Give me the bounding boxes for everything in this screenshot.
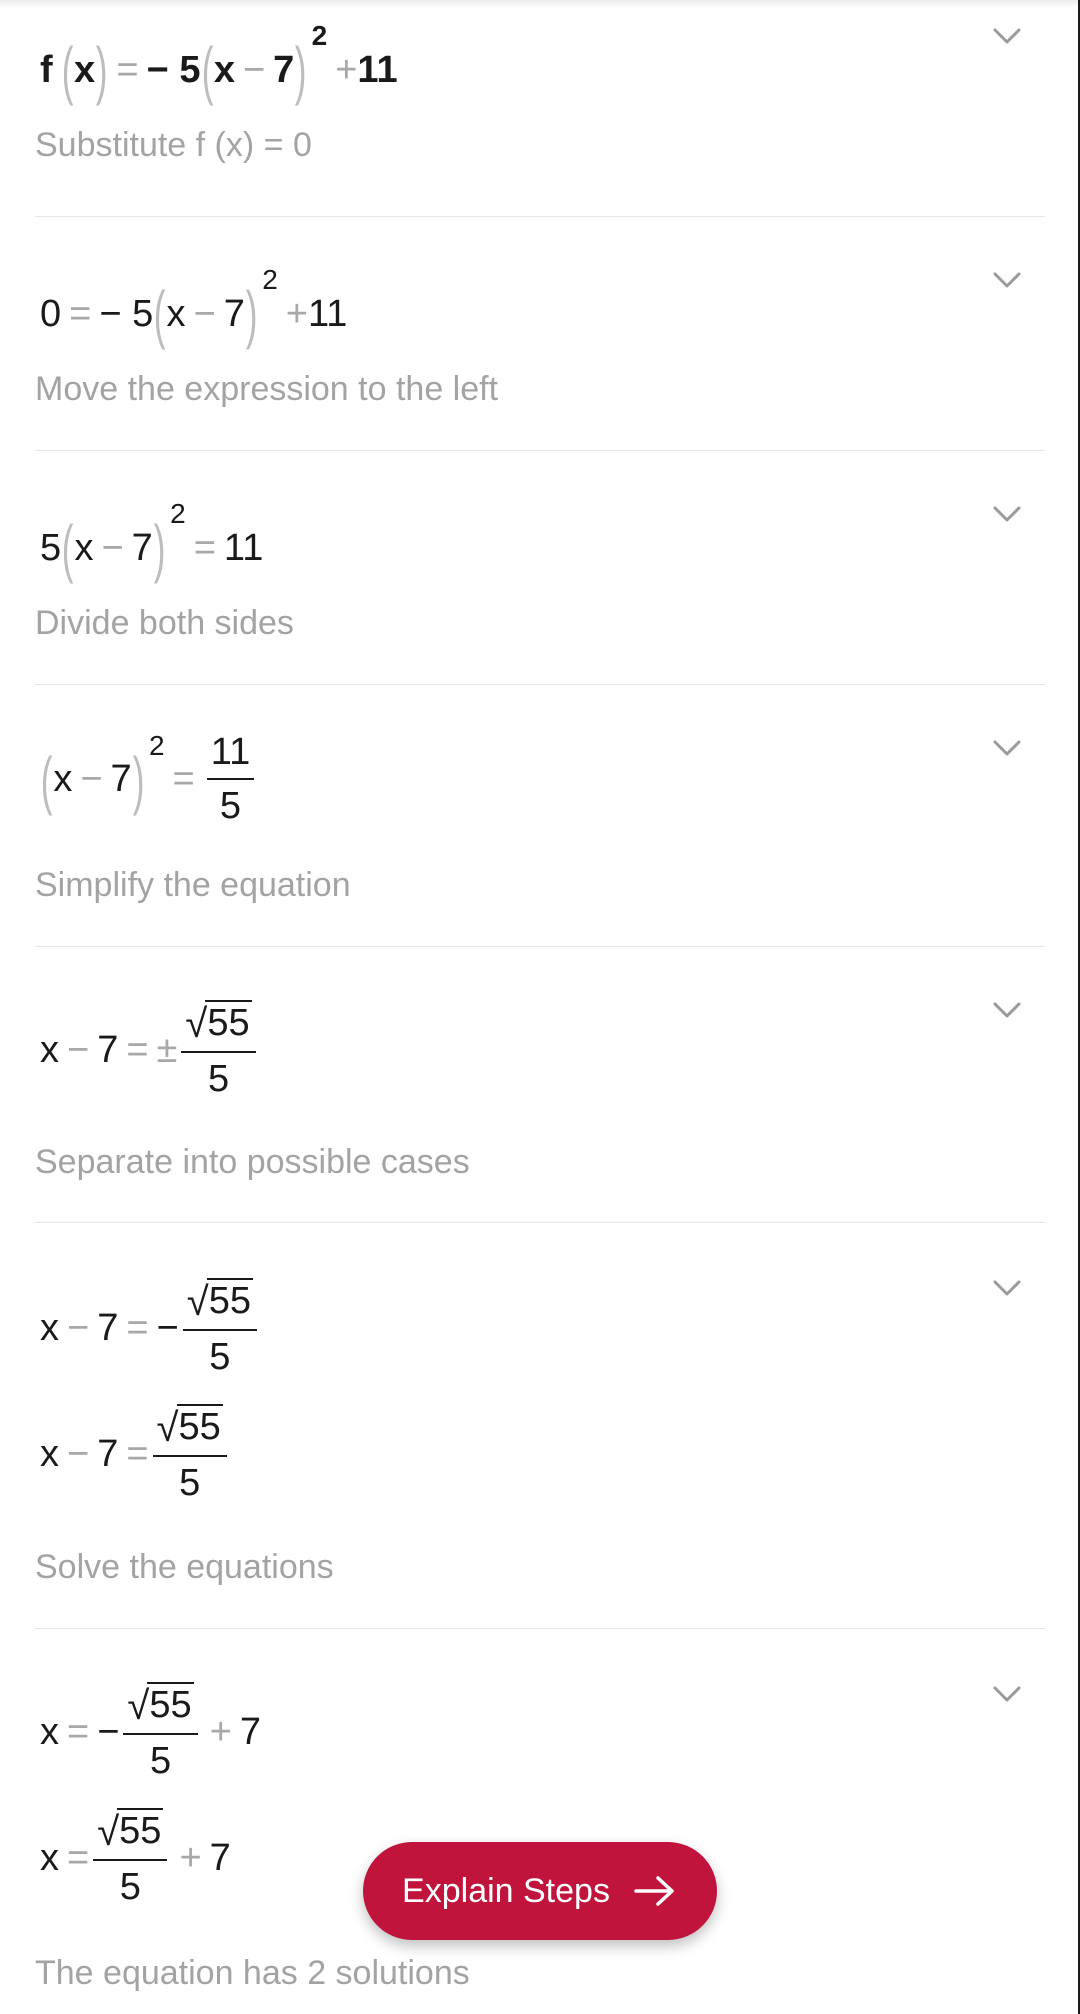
step-5-equation: x − 7 = ± √ 55 5 [40, 1000, 260, 1100]
fraction: √ 55 5 [183, 1278, 257, 1378]
step-6-description: Solve the equations [35, 1548, 334, 1586]
step-6-equation-a: x − 7 = − √ 55 5 [40, 1278, 261, 1378]
step-1-equation: f ( x ) = − 5 ( x − 7 ) 2 + 11 [40, 20, 398, 106]
fraction: √ 55 5 [181, 1000, 255, 1100]
top-shadow [0, 0, 1080, 8]
explain-steps-button[interactable] [363, 1842, 717, 1940]
fraction: $\frac{11}{5}$ [207, 732, 254, 828]
step-5-expand-toggle[interactable] [989, 992, 1025, 1028]
divider [35, 450, 1045, 451]
divider [35, 216, 1045, 217]
divider [35, 684, 1045, 685]
chevron-down-icon [989, 496, 1025, 532]
divider [35, 946, 1045, 947]
step-4-description: Simplify the equation [35, 866, 351, 904]
step-4-equation: ( x − 7 ) 2 = $\frac{11}{5}$ [40, 732, 258, 828]
step-2-equation: 0 = − 5 ( x − 7 ) 2 + 11 [40, 264, 348, 350]
step-7-equation-b: x = √ 55 5 + 7 [40, 1809, 231, 1908]
explain-steps-label: Explain Steps [402, 1871, 610, 1910]
step-6-equation-b: x − 7 = √ 55 5 [40, 1404, 231, 1504]
chevron-down-icon [989, 730, 1025, 766]
chevron-down-icon [989, 262, 1025, 298]
arrow-right-icon [632, 1874, 678, 1908]
step-4-expand-toggle[interactable] [989, 730, 1025, 766]
chevron-down-icon [989, 1676, 1025, 1712]
step-6-expand-toggle[interactable] [989, 1270, 1025, 1306]
chevron-down-icon [989, 18, 1025, 54]
step-3-description: Divide both sides [35, 604, 294, 642]
fraction: √ 55 5 [93, 1808, 167, 1908]
step-2-description: Move the expression to the left [35, 370, 499, 408]
divider [35, 1628, 1045, 1629]
step-7-equation-a: x = − √ 55 5 + 7 [40, 1683, 261, 1782]
fraction: √ 55 5 [153, 1404, 227, 1504]
step-7-expand-toggle[interactable] [989, 1676, 1025, 1712]
step-5-description: Separate into possible cases [35, 1143, 470, 1181]
chevron-down-icon [989, 992, 1025, 1028]
step-7-description: The equation has 2 solutions [35, 1954, 470, 1992]
step-2-expand-toggle[interactable] [989, 262, 1025, 298]
chevron-down-icon [989, 1270, 1025, 1306]
fraction: √ 55 5 [123, 1682, 197, 1782]
step-3-expand-toggle[interactable] [989, 496, 1025, 532]
step-1-description: Substitute f (x) = 0 [35, 126, 312, 164]
step-1-expand-toggle[interactable] [989, 18, 1025, 54]
step-3-equation: 5 ( x − 7 ) 2 = 11 [40, 498, 264, 584]
divider [35, 1222, 1045, 1223]
